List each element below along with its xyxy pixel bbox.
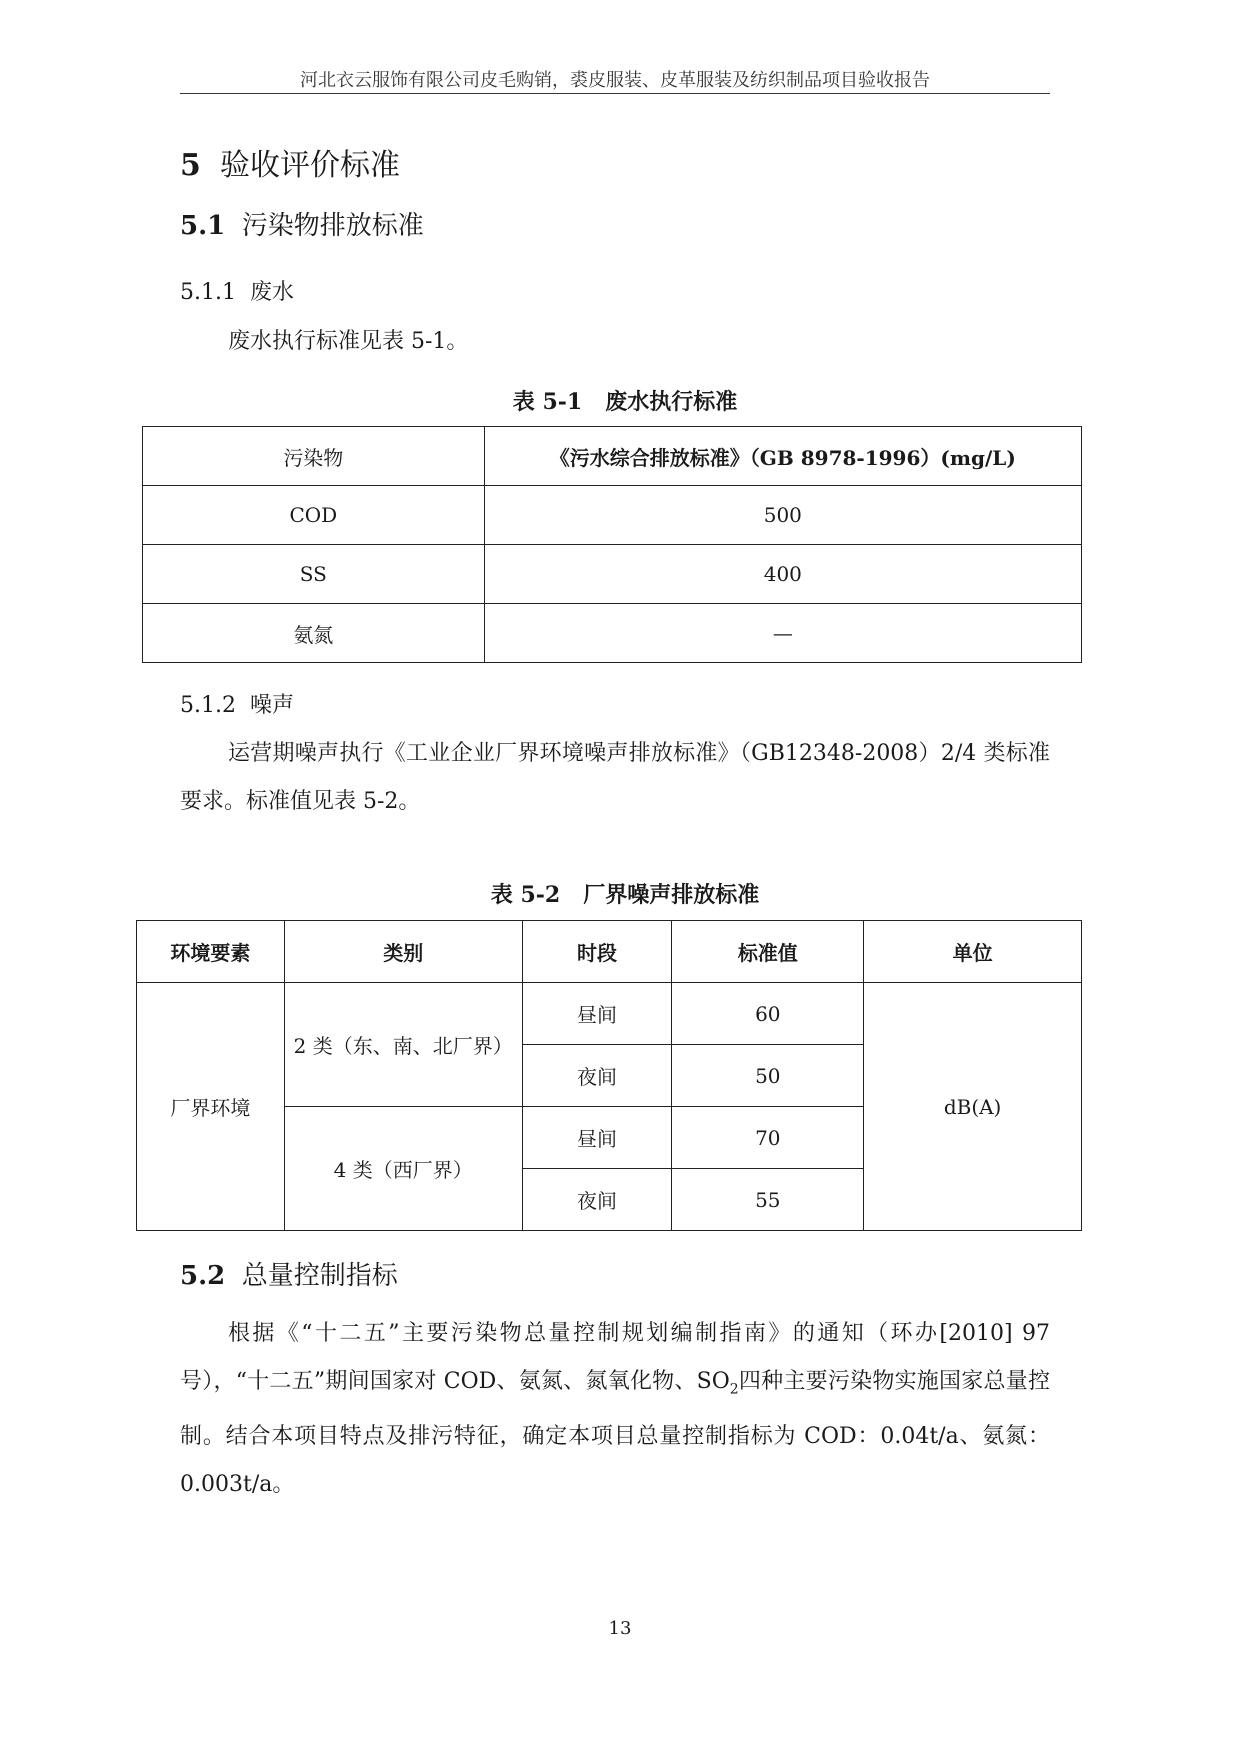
section-5-2-heading (180, 1255, 398, 1292)
section-5-1-heading (180, 205, 424, 242)
section-5-2-title: 总量控制指标 (241, 1261, 398, 1291)
table-header-cell: 污染物 (143, 427, 485, 486)
paragraph-wastewater: 废水执行标准见表 5-1。 (228, 329, 469, 354)
table-header-cell: 标准值 (672, 921, 864, 983)
table-cell: 60 (672, 983, 864, 1045)
section-5-1-2-heading (180, 688, 294, 719)
paragraph-text: 四种主要污染物实施国家总量控制。结合本项目特点及排污特征，确定本项目总量控制指标为 COD：0.04t/a、氨氮：0.003t/a。 (180, 1369, 1050, 1498)
table-5-1-caption-number: 表 5-1 (512, 389, 583, 415)
table-header-cell: 单位 (864, 921, 1082, 983)
table-cell: dB(A) (864, 983, 1082, 1231)
section-5-2-number: 5.2 (180, 1261, 226, 1291)
table-5-1-caption (140, 385, 1110, 416)
section-5-1-1-title: 废水 (249, 280, 294, 305)
page-number: 13 (608, 1618, 632, 1639)
section-5-1-1-number: 5.1.1 (180, 280, 236, 305)
subscript: 2 (729, 1381, 739, 1398)
paragraph-text: 根据《“十二五”主要污染物总量控制规划编制指南》的通知（环办[2010] 97 号），“十二五”期间国家对 COD、氨氮、氮氧化物、SO (180, 1321, 1050, 1394)
section-5-1-2-number: 5.1.2 (180, 693, 236, 718)
table-cell: 厂界环境 (137, 983, 285, 1231)
table-cell: 70 (672, 1107, 864, 1169)
table-5-2-caption-title: 厂界噪声排放标准 (583, 882, 760, 908)
table-cell: 55 (672, 1169, 864, 1231)
table-header-row (137, 921, 1082, 983)
table-cell: 2 类（东、南、北厂界） (284, 983, 522, 1107)
table-row (143, 486, 1082, 545)
paragraph-noise: 运营期噪声执行《工业企业厂界环境噪声排放标准》（GB12348-2008）2/4 类标准要求。标准值见表 5-2。 (180, 741, 1050, 814)
table-row (143, 604, 1082, 663)
table-header-cell: 类别 (284, 921, 522, 983)
table-cell: 昼间 (522, 983, 672, 1045)
table-header-cell: 《污水综合排放标准》（GB 8978-1996）(mg/L) (484, 427, 1081, 486)
running-header: 河北衣云服饰有限公司皮毛购销，裘皮服装、皮革服装及纺织制品项目验收报告 (300, 70, 930, 91)
section-5-title: 验收评价标准 (219, 148, 400, 183)
table-cell: 400 (484, 545, 1081, 604)
table-5-1 (142, 426, 1082, 663)
table-cell: 昼间 (522, 1107, 672, 1169)
table-header-cell: 环境要素 (137, 921, 285, 983)
table-cell: 夜间 (522, 1169, 672, 1231)
table-row (143, 545, 1082, 604)
table-cell: 500 (484, 486, 1081, 545)
table-header-row (143, 427, 1082, 486)
table-cell: COD (143, 486, 485, 545)
section-5-1-2-title: 噪声 (249, 693, 294, 718)
table-row (137, 983, 1082, 1045)
section-5-heading (180, 140, 400, 184)
table-header-cell: 时段 (522, 921, 672, 983)
section-5-1-1-heading (180, 275, 294, 306)
table-cell: 50 (672, 1045, 864, 1107)
table-cell: 夜间 (522, 1045, 672, 1107)
table-5-2 (136, 920, 1082, 1231)
table-5-1-caption-title: 废水执行标准 (605, 389, 738, 415)
table-cell: 4 类（西厂界） (284, 1107, 522, 1231)
table-cell: 氨氮 (143, 604, 485, 663)
section-5-1-title: 污染物排放标准 (241, 211, 424, 241)
table-5-2-caption (140, 878, 1110, 909)
table-5-2-caption-number: 表 5-2 (490, 882, 561, 908)
header-rule (180, 93, 1050, 94)
section-5-1-number: 5.1 (180, 211, 226, 241)
section-5-number: 5 (180, 148, 201, 183)
table-cell: — (484, 604, 1081, 663)
paragraph-total-control (180, 1310, 1050, 1509)
table-cell: SS (143, 545, 485, 604)
